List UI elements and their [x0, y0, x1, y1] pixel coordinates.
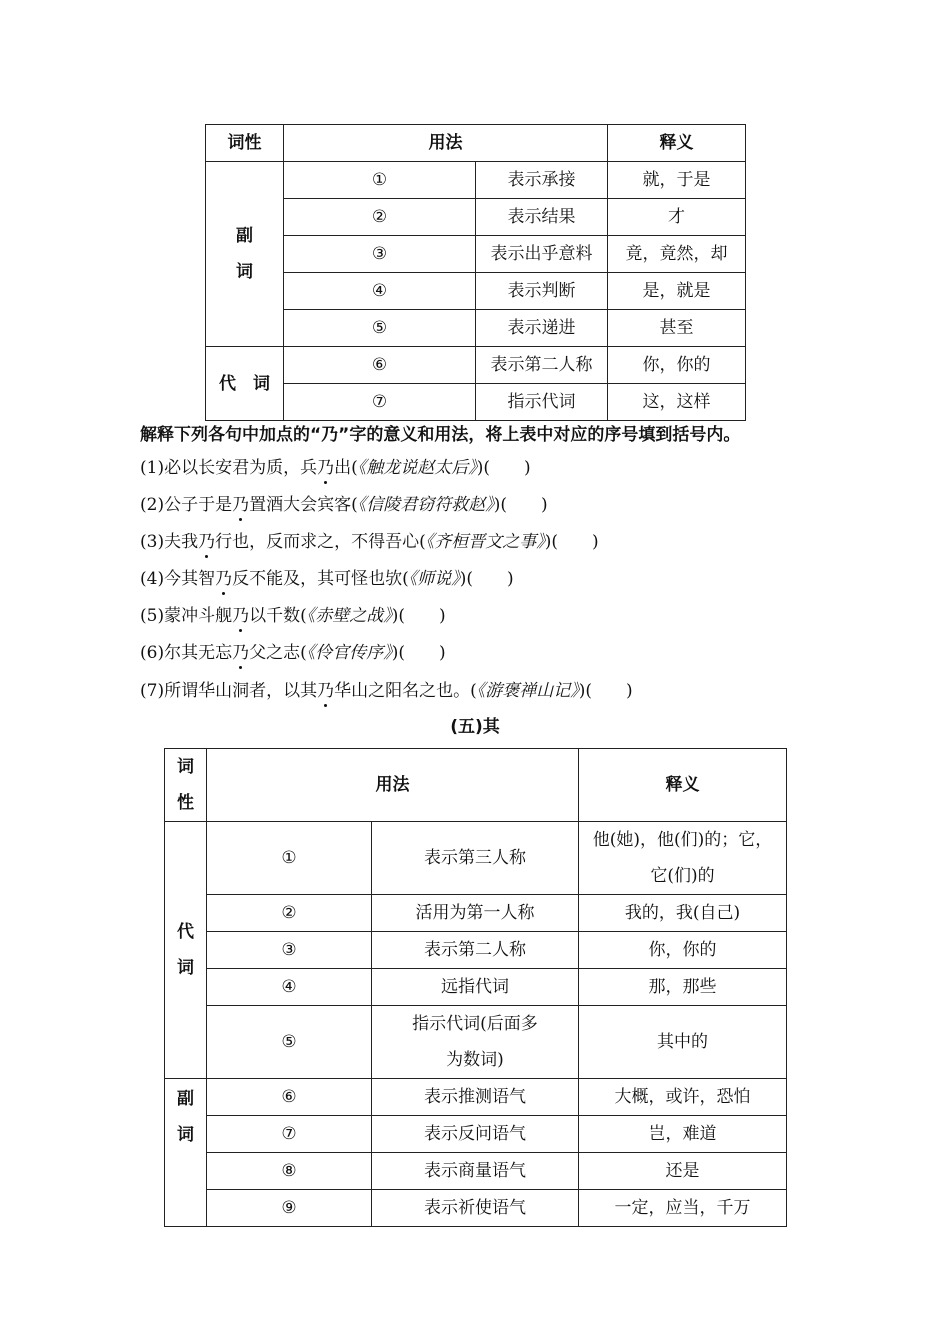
row-usage: 表示第二人称 [476, 347, 608, 384]
pos-char: 副 [236, 226, 253, 246]
row-meaning: 还是 [579, 1153, 787, 1190]
pos-adverb [165, 1079, 207, 1227]
header-meaning: 释义 [579, 749, 787, 822]
row-meaning: 你，你的 [608, 347, 746, 384]
row-num: ④ [207, 969, 372, 1006]
q-key-char: 乃 [317, 681, 335, 701]
pos-char: 性 [177, 793, 194, 813]
row-num: ⑨ [207, 1190, 372, 1227]
question-2 [140, 490, 548, 515]
q-text: (5)蒙冲斗舰 [140, 606, 233, 626]
usage-line: 指示代词(后面多 [412, 1014, 538, 1034]
row-num: ⑤ [207, 1006, 372, 1079]
row-num: ④ [284, 273, 476, 310]
row-meaning: 是，就是 [608, 273, 746, 310]
row-usage: 指示代词 [476, 384, 608, 421]
row-usage: 表示第二人称 [372, 932, 579, 969]
q-text: 父之志( [249, 643, 307, 663]
q-answer-blank: )( ) [493, 495, 548, 515]
row-usage: 表示承接 [476, 162, 608, 199]
q-key-char: 乃 [232, 643, 250, 663]
q-text: 以千数( [249, 606, 307, 626]
table-row [206, 162, 746, 199]
table-row [165, 969, 787, 1006]
q-key-char: 乃 [215, 569, 233, 589]
q-source: 《齐桓晋文之事》 [425, 532, 545, 552]
q-text: 反不能及，其可怪也欤( [232, 569, 409, 589]
pos-char: 副 [177, 1089, 194, 1109]
q-source: 《游褒禅山记》 [476, 681, 579, 701]
table-nai-usage [205, 124, 746, 421]
row-num: ② [207, 895, 372, 932]
q-answer-blank: )( ) [459, 569, 514, 589]
table-header-row [206, 125, 746, 162]
pos-char: 代 [177, 922, 194, 942]
row-num: ① [207, 822, 372, 895]
row-meaning: 我的，我(自己) [579, 895, 787, 932]
q-text: 华山之阳名之也。( [334, 681, 477, 701]
instruction-text: 解释下列各句中加点的“乃”字的意义和用法，将上表中对应的序号填到括号内。 [140, 425, 741, 445]
row-usage: 表示判断 [476, 273, 608, 310]
row-usage: 远指代词 [372, 969, 579, 1006]
q-text: (3)夫我 [140, 532, 199, 552]
row-meaning: 大概，或许，恐怕 [579, 1079, 787, 1116]
row-meaning: 岂，难道 [579, 1116, 787, 1153]
q-text: 置酒大会宾客( [249, 495, 358, 515]
row-usage: 表示递进 [476, 310, 608, 347]
pos-char: 词 [177, 757, 194, 777]
header-pos [165, 749, 207, 822]
q-key-char: 乃 [317, 458, 335, 478]
row-meaning: 其中的 [579, 1006, 787, 1079]
row-num: ⑤ [284, 310, 476, 347]
row-num: ⑥ [207, 1079, 372, 1116]
row-num: ⑥ [284, 347, 476, 384]
row-usage: 表示祈使语气 [372, 1190, 579, 1227]
q-key-char: 乃 [232, 606, 250, 626]
table-row [206, 199, 746, 236]
meaning-line: 它(们)的 [650, 866, 715, 886]
row-meaning: 竟，竟然，却 [608, 236, 746, 273]
pos-adverb [206, 162, 284, 347]
row-meaning: 就，于是 [608, 162, 746, 199]
q-answer-blank: )( ) [544, 532, 599, 552]
q-key-char: 乃 [198, 532, 216, 552]
row-num: ① [284, 162, 476, 199]
table-row [165, 1116, 787, 1153]
row-usage [372, 1006, 579, 1079]
table-row [165, 822, 787, 895]
row-usage: 表示商量语气 [372, 1153, 579, 1190]
row-num: ⑦ [207, 1116, 372, 1153]
q-source: 《师说》 [408, 569, 460, 589]
q-source: 《触龙说赵太后》 [357, 458, 477, 478]
table-row [206, 273, 746, 310]
q-answer-blank: )( ) [578, 681, 633, 701]
header-meaning: 释义 [608, 125, 746, 162]
q-text: (7)所谓华山洞者，以其 [140, 681, 318, 701]
table-header-row [165, 749, 787, 822]
pos-char: 词 [236, 262, 253, 282]
q-key-char: 乃 [232, 495, 250, 515]
row-meaning: 那，那些 [579, 969, 787, 1006]
header-usage: 用法 [207, 749, 579, 822]
q-answer-blank: )( ) [476, 458, 531, 478]
table-row [206, 310, 746, 347]
header-usage: 用法 [284, 125, 608, 162]
table-row [165, 1153, 787, 1190]
row-usage: 表示出乎意料 [476, 236, 608, 273]
table-row [165, 1190, 787, 1227]
q-source: 《伶官传序》 [306, 643, 392, 663]
question-1 [140, 453, 531, 478]
question-3 [140, 527, 599, 552]
row-usage: 活用为第一人称 [372, 895, 579, 932]
row-meaning: 你，你的 [579, 932, 787, 969]
table-row [206, 236, 746, 273]
header-pos: 词性 [206, 125, 284, 162]
table-row [165, 1006, 787, 1079]
table-row [165, 1079, 787, 1116]
table-row [165, 895, 787, 932]
table-row [206, 384, 746, 421]
row-num: ③ [207, 932, 372, 969]
table-row [206, 347, 746, 384]
q-text: (1)必以长安君为质，兵 [140, 458, 318, 478]
q-text: 出( [334, 458, 358, 478]
q-text: (2)公子于是 [140, 495, 233, 515]
q-answer-blank: )( ) [391, 643, 446, 663]
row-usage: 表示推测语气 [372, 1079, 579, 1116]
row-usage: 表示第三人称 [372, 822, 579, 895]
row-meaning [579, 822, 787, 895]
question-5 [140, 601, 446, 626]
meaning-line: 他(她)，他(们)的；它， [592, 830, 773, 850]
usage-line: 为数词) [446, 1050, 504, 1070]
pos-pronoun [165, 822, 207, 1079]
table-qi-usage [164, 748, 787, 1227]
q-source: 《信陵君窃符救赵》 [357, 495, 494, 515]
row-meaning: 一定，应当，千万 [579, 1190, 787, 1227]
row-num: ③ [284, 236, 476, 273]
question-6 [140, 638, 446, 663]
row-usage: 表示反问语气 [372, 1116, 579, 1153]
question-7 [140, 676, 633, 701]
q-text: 行也，反而求之，不得吾心( [215, 532, 426, 552]
row-meaning: 这，这样 [608, 384, 746, 421]
row-num: ⑧ [207, 1153, 372, 1190]
row-meaning: 甚至 [608, 310, 746, 347]
q-answer-blank: )( ) [391, 606, 446, 626]
row-num: ⑦ [284, 384, 476, 421]
table-row [165, 932, 787, 969]
question-4 [140, 564, 514, 589]
q-text: (4)今其智 [140, 569, 216, 589]
q-source: 《赤壁之战》 [306, 606, 392, 626]
row-num: ② [284, 199, 476, 236]
row-meaning: 才 [608, 199, 746, 236]
q-text: (6)尔其无忘 [140, 643, 233, 663]
row-usage: 表示结果 [476, 199, 608, 236]
pos-char: 词 [177, 958, 194, 978]
section-title: (五)其 [450, 717, 500, 737]
pos-char: 词 [177, 1125, 194, 1145]
pos-pronoun: 代 词 [206, 347, 284, 421]
